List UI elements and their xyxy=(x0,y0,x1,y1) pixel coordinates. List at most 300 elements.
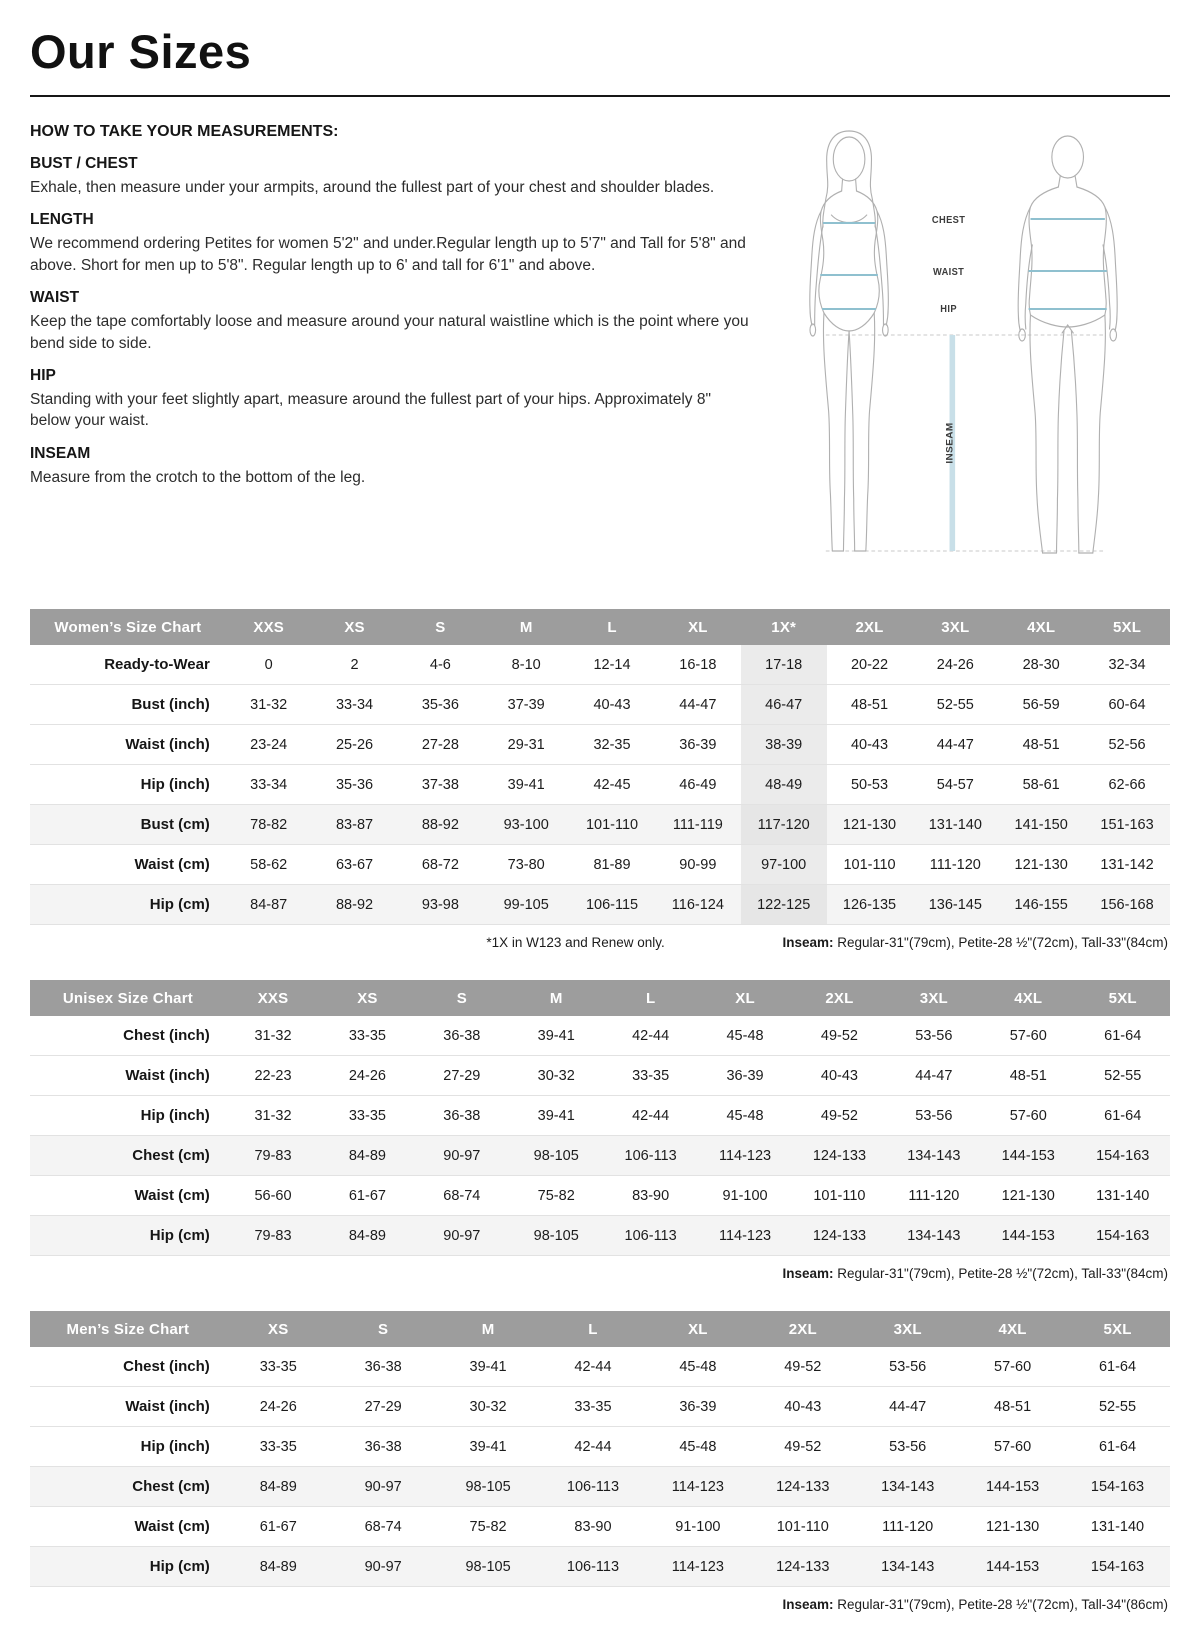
size-cell: 61-64 xyxy=(1065,1347,1170,1387)
body-measurement-figure xyxy=(770,119,1170,579)
inseam-note xyxy=(782,1266,1168,1281)
size-cell: 27-28 xyxy=(397,725,483,765)
size-cell: 154-163 xyxy=(1075,1136,1170,1176)
size-cell: 98-105 xyxy=(436,1547,541,1587)
size-cell: 154-163 xyxy=(1065,1467,1170,1507)
size-cell: 111-120 xyxy=(912,845,998,885)
size-cell: 93-100 xyxy=(483,805,569,845)
size-cell: 52-55 xyxy=(1065,1387,1170,1427)
row-label: Waist (inch) xyxy=(30,725,226,765)
size-cell: 56-59 xyxy=(998,685,1084,725)
row-label: Waist (cm) xyxy=(30,845,226,885)
size-cell: 49-52 xyxy=(750,1427,855,1467)
size-cell: 37-39 xyxy=(483,685,569,725)
size-cell: 101-110 xyxy=(569,805,655,845)
column-header: L xyxy=(569,609,655,645)
size-cell: 111-120 xyxy=(855,1507,960,1547)
size-cell: 75-82 xyxy=(436,1507,541,1547)
size-cell: 28-30 xyxy=(998,645,1084,685)
column-header: L xyxy=(541,1311,646,1347)
size-cell: 90-99 xyxy=(655,845,741,885)
size-cell: 84-89 xyxy=(320,1216,414,1256)
size-cell: 31-32 xyxy=(226,685,312,725)
size-cell: 121-130 xyxy=(998,845,1084,885)
instructions-heading: HOW TO TAKE YOUR MEASUREMENTS: xyxy=(30,123,339,140)
size-cell: 68-74 xyxy=(415,1176,509,1216)
row-label: Hip (cm) xyxy=(30,885,226,925)
column-header: XXS xyxy=(226,980,320,1016)
footnote-1x: *1X in W123 and Renew only. xyxy=(486,935,665,950)
size-cell: 48-49 xyxy=(741,765,827,805)
size-cell: 84-87 xyxy=(226,885,312,925)
measurement-section-title: WAIST xyxy=(30,289,80,307)
size-cell: 98-105 xyxy=(436,1467,541,1507)
size-cell: 30-32 xyxy=(509,1056,603,1096)
column-header: XS xyxy=(320,980,414,1016)
size-cell: 154-163 xyxy=(1065,1547,1170,1587)
measurement-instructions xyxy=(30,119,750,579)
inseam-note-label: Inseam: xyxy=(782,935,834,950)
table-row xyxy=(30,1016,1170,1056)
size-cell: 90-97 xyxy=(331,1547,436,1587)
size-cell: 52-56 xyxy=(1084,725,1170,765)
womens-size-chart-section xyxy=(30,609,1170,950)
measurement-section-inseam xyxy=(30,445,750,488)
column-header: 3XL xyxy=(855,1311,960,1347)
size-cell: 45-48 xyxy=(645,1347,750,1387)
size-cell: 134-143 xyxy=(855,1547,960,1587)
column-header: 3XL xyxy=(887,980,981,1016)
size-cell: 42-44 xyxy=(541,1347,646,1387)
measurement-section-title: HIP xyxy=(30,366,56,384)
size-cell: 40-43 xyxy=(827,725,913,765)
size-cell: 114-123 xyxy=(698,1136,792,1176)
table-row xyxy=(30,1216,1170,1256)
row-label: Hip (cm) xyxy=(30,1216,226,1256)
size-cell: 98-105 xyxy=(509,1216,603,1256)
size-cell: 29-31 xyxy=(483,725,569,765)
size-cell: 39-41 xyxy=(509,1016,603,1056)
measurement-section-title: LENGTH xyxy=(30,211,94,229)
inseam-guide-lines xyxy=(826,335,1105,551)
size-cell: 91-100 xyxy=(698,1176,792,1216)
size-cell: 17-18 xyxy=(741,645,827,685)
size-cell: 144-153 xyxy=(960,1547,1065,1587)
size-cell: 114-123 xyxy=(698,1216,792,1256)
size-cell: 31-32 xyxy=(226,1096,320,1136)
male-figure-illustration xyxy=(1018,136,1117,553)
size-cell: 56-60 xyxy=(226,1176,320,1216)
size-cell: 81-89 xyxy=(569,845,655,885)
size-cell: 141-150 xyxy=(998,805,1084,845)
size-cell: 61-64 xyxy=(1075,1096,1170,1136)
inseam-note-label: Inseam: xyxy=(782,1266,834,1281)
size-cell: 124-133 xyxy=(792,1216,886,1256)
row-label: Waist (cm) xyxy=(30,1176,226,1216)
table-title: Unisex Size Chart xyxy=(30,980,226,1016)
table-row xyxy=(30,1176,1170,1216)
row-label: Waist (inch) xyxy=(30,1056,226,1096)
table-row xyxy=(30,805,1170,845)
size-cell: 20-22 xyxy=(827,645,913,685)
size-cell: 33-35 xyxy=(226,1427,331,1467)
size-cell: 75-82 xyxy=(509,1176,603,1216)
size-cell: 68-74 xyxy=(331,1507,436,1547)
row-label: Chest (inch) xyxy=(30,1016,226,1056)
size-cell: 57-60 xyxy=(981,1016,1075,1056)
size-cell: 124-133 xyxy=(792,1136,886,1176)
size-cell: 146-155 xyxy=(998,885,1084,925)
measurement-section-body: We recommend ordering Petites for women 5'2" and under.Regular length up to 5'7" and Tall for 5'8" and above. Short for men up to 5'8". Regular length up to 6' and tall for 6'1" and above. xyxy=(30,235,746,274)
size-cell: 42-45 xyxy=(569,765,655,805)
size-cell: 117-120 xyxy=(741,805,827,845)
size-cell: 45-48 xyxy=(698,1096,792,1136)
row-label: Bust (inch) xyxy=(30,685,226,725)
size-cell: 36-38 xyxy=(331,1347,436,1387)
size-cell: 44-47 xyxy=(855,1387,960,1427)
column-header: 4XL xyxy=(998,609,1084,645)
size-cell: 151-163 xyxy=(1084,805,1170,845)
column-header: 5XL xyxy=(1075,980,1170,1016)
size-cell: 83-90 xyxy=(603,1176,697,1216)
size-cell: 45-48 xyxy=(698,1016,792,1056)
size-cell: 122-125 xyxy=(741,885,827,925)
size-cell: 38-39 xyxy=(741,725,827,765)
size-cell: 32-35 xyxy=(569,725,655,765)
column-header: XL xyxy=(645,1311,750,1347)
size-cell: 54-57 xyxy=(912,765,998,805)
size-cell: 90-97 xyxy=(331,1467,436,1507)
size-cell: 52-55 xyxy=(1075,1056,1170,1096)
waist-label: WAIST xyxy=(932,266,965,279)
row-label: Bust (cm) xyxy=(30,805,226,845)
size-cell: 131-142 xyxy=(1084,845,1170,885)
size-cell: 49-52 xyxy=(792,1096,886,1136)
size-cell: 144-153 xyxy=(981,1216,1075,1256)
size-cell: 98-105 xyxy=(509,1136,603,1176)
column-header: 2XL xyxy=(827,609,913,645)
size-cell: 35-36 xyxy=(397,685,483,725)
size-cell: 33-35 xyxy=(320,1096,414,1136)
size-cell: 83-90 xyxy=(541,1507,646,1547)
size-cell: 27-29 xyxy=(331,1387,436,1427)
row-label: Hip (inch) xyxy=(30,1427,226,1467)
size-cell: 39-41 xyxy=(509,1096,603,1136)
measurement-section-body: Keep the tape comfortably loose and measure around your natural waistline which is the point where you bend side to side. xyxy=(30,313,749,352)
size-cell: 53-56 xyxy=(855,1347,960,1387)
table-row xyxy=(30,885,1170,925)
size-cell: 106-113 xyxy=(603,1216,697,1256)
size-cell: 131-140 xyxy=(1075,1176,1170,1216)
row-label: Waist (cm) xyxy=(30,1507,226,1547)
size-cell: 36-39 xyxy=(698,1056,792,1096)
size-cell: 61-67 xyxy=(320,1176,414,1216)
size-cell: 31-32 xyxy=(226,1016,320,1056)
size-cell: 42-44 xyxy=(603,1016,697,1056)
size-cell: 84-89 xyxy=(226,1467,331,1507)
column-header: XS xyxy=(226,1311,331,1347)
size-cell: 49-52 xyxy=(792,1016,886,1056)
measurement-section-title: INSEAM xyxy=(30,444,91,462)
womens-chart-footnotes xyxy=(32,935,1168,950)
size-cell: 36-39 xyxy=(645,1387,750,1427)
size-cell: 121-130 xyxy=(981,1176,1075,1216)
size-cell: 40-43 xyxy=(792,1056,886,1096)
size-cell: 50-53 xyxy=(827,765,913,805)
size-cell: 53-56 xyxy=(855,1427,960,1467)
size-cell: 57-60 xyxy=(960,1427,1065,1467)
row-label: Hip (inch) xyxy=(30,1096,226,1136)
table-row xyxy=(30,1347,1170,1387)
size-cell: 121-130 xyxy=(960,1507,1065,1547)
size-cell: 136-145 xyxy=(912,885,998,925)
size-cell: 121-130 xyxy=(827,805,913,845)
column-header: XL xyxy=(698,980,792,1016)
size-cell: 42-44 xyxy=(603,1096,697,1136)
size-cell: 101-110 xyxy=(792,1176,886,1216)
inseam-label: INSEAM xyxy=(944,422,956,464)
table-row xyxy=(30,1096,1170,1136)
size-cell: 68-72 xyxy=(397,845,483,885)
size-cell: 22-23 xyxy=(226,1056,320,1096)
size-cell: 62-66 xyxy=(1084,765,1170,805)
chest-label: CHEST xyxy=(931,214,966,227)
table-row xyxy=(30,685,1170,725)
size-cell: 101-110 xyxy=(750,1507,855,1547)
size-cell: 154-163 xyxy=(1075,1216,1170,1256)
size-cell: 49-52 xyxy=(750,1347,855,1387)
size-cell: 114-123 xyxy=(645,1467,750,1507)
size-cell: 42-44 xyxy=(541,1427,646,1467)
column-header: 5XL xyxy=(1065,1311,1170,1347)
inseam-note-text: Regular-31"(79cm), Petite-28 ½"(72cm), Tall-33"(84cm) xyxy=(833,1266,1168,1281)
column-header: XL xyxy=(655,609,741,645)
size-cell: 106-113 xyxy=(541,1467,646,1507)
size-cell: 33-34 xyxy=(226,765,312,805)
size-cell: 90-97 xyxy=(415,1216,509,1256)
size-cell: 106-115 xyxy=(569,885,655,925)
measurement-section-waist xyxy=(30,289,750,354)
size-cell: 131-140 xyxy=(1065,1507,1170,1547)
size-cell: 111-119 xyxy=(655,805,741,845)
size-cell: 37-38 xyxy=(397,765,483,805)
size-cell: 40-43 xyxy=(569,685,655,725)
size-cell: 48-51 xyxy=(981,1056,1075,1096)
measurement-section-bust xyxy=(30,155,750,198)
column-header: 5XL xyxy=(1084,609,1170,645)
size-cell: 4-6 xyxy=(397,645,483,685)
mens-chart-footnotes xyxy=(32,1597,1168,1612)
row-label: Hip (inch) xyxy=(30,765,226,805)
hip-label: HIP xyxy=(940,303,957,316)
size-cell: 144-153 xyxy=(960,1467,1065,1507)
size-cell: 12-14 xyxy=(569,645,655,685)
size-cell: 124-133 xyxy=(750,1467,855,1507)
measurement-section-body: Exhale, then measure under your armpits, around the fullest part of your chest and shoulder blades. xyxy=(30,179,715,196)
table-row xyxy=(30,645,1170,685)
measurement-section-body: Measure from the crotch to the bottom of the leg. xyxy=(30,468,366,486)
size-cell: 24-26 xyxy=(226,1387,331,1427)
column-header: L xyxy=(603,980,697,1016)
size-cell: 101-110 xyxy=(827,845,913,885)
column-header: S xyxy=(397,609,483,645)
size-cell: 88-92 xyxy=(397,805,483,845)
size-cell: 33-35 xyxy=(541,1387,646,1427)
size-cell: 106-113 xyxy=(603,1136,697,1176)
table-row xyxy=(30,845,1170,885)
table-row xyxy=(30,1056,1170,1096)
size-cell: 116-124 xyxy=(655,885,741,925)
table-title: Women’s Size Chart xyxy=(30,609,226,645)
inseam-note xyxy=(782,1597,1168,1612)
size-cell: 48-51 xyxy=(998,725,1084,765)
measurement-diagram xyxy=(770,119,1170,579)
size-cell: 53-56 xyxy=(887,1016,981,1056)
size-cell: 33-35 xyxy=(603,1056,697,1096)
size-cell: 99-105 xyxy=(483,885,569,925)
size-cell: 134-143 xyxy=(855,1467,960,1507)
column-header: S xyxy=(415,980,509,1016)
size-cell: 156-168 xyxy=(1084,885,1170,925)
size-cell: 124-133 xyxy=(750,1547,855,1587)
size-cell: 0 xyxy=(226,645,312,685)
size-cell: 90-97 xyxy=(415,1136,509,1176)
size-cell: 78-82 xyxy=(226,805,312,845)
size-cell: 79-83 xyxy=(226,1136,320,1176)
size-cell: 24-26 xyxy=(912,645,998,685)
size-cell: 61-64 xyxy=(1075,1016,1170,1056)
size-cell: 24-26 xyxy=(320,1056,414,1096)
size-cell: 25-26 xyxy=(312,725,398,765)
size-cell: 45-48 xyxy=(645,1427,750,1467)
size-cell: 52-55 xyxy=(912,685,998,725)
size-cell: 58-61 xyxy=(998,765,1084,805)
column-header: M xyxy=(483,609,569,645)
size-cell: 23-24 xyxy=(226,725,312,765)
row-label: Hip (cm) xyxy=(30,1547,226,1587)
size-cell: 111-120 xyxy=(887,1176,981,1216)
size-cell: 97-100 xyxy=(741,845,827,885)
size-cell: 134-143 xyxy=(887,1216,981,1256)
size-cell: 48-51 xyxy=(827,685,913,725)
inseam-note xyxy=(782,935,1168,950)
inseam-note-text: Regular-31"(79cm), Petite-28 ½"(72cm), Tall-34"(86cm) xyxy=(833,1597,1168,1612)
table-row xyxy=(30,1467,1170,1507)
size-cell: 39-41 xyxy=(483,765,569,805)
size-cell: 57-60 xyxy=(960,1347,1065,1387)
column-header: M xyxy=(509,980,603,1016)
size-cell: 36-38 xyxy=(415,1096,509,1136)
column-header: 2XL xyxy=(750,1311,855,1347)
size-cell: 58-62 xyxy=(226,845,312,885)
size-cell: 35-36 xyxy=(312,765,398,805)
size-cell: 27-29 xyxy=(415,1056,509,1096)
inseam-note-label: Inseam: xyxy=(782,1597,834,1612)
mens-size-chart xyxy=(30,1311,1170,1587)
size-cell: 134-143 xyxy=(887,1136,981,1176)
row-label: Ready-to-Wear xyxy=(30,645,226,685)
size-cell: 131-140 xyxy=(912,805,998,845)
measurement-section-body: Standing with your feet slightly apart, measure around the fullest part of your hips. Approximately 8" below your waist. xyxy=(30,390,711,430)
measurement-section-hip xyxy=(30,367,750,432)
table-row xyxy=(30,765,1170,805)
column-header: 2XL xyxy=(792,980,886,1016)
size-cell: 126-135 xyxy=(827,885,913,925)
row-label: Waist (inch) xyxy=(30,1387,226,1427)
size-cell: 36-39 xyxy=(655,725,741,765)
size-cell: 39-41 xyxy=(436,1347,541,1387)
size-cell: 36-38 xyxy=(331,1427,436,1467)
table-row xyxy=(30,1387,1170,1427)
size-cell: 88-92 xyxy=(312,885,398,925)
row-label: Chest (inch) xyxy=(30,1347,226,1387)
female-figure-illustration xyxy=(810,131,889,551)
size-cell: 84-89 xyxy=(320,1136,414,1176)
size-cell: 79-83 xyxy=(226,1216,320,1256)
column-header: XS xyxy=(312,609,398,645)
row-label: Chest (cm) xyxy=(30,1467,226,1507)
size-cell: 44-47 xyxy=(655,685,741,725)
size-cell: 61-67 xyxy=(226,1507,331,1547)
column-header: XXS xyxy=(226,609,312,645)
size-cell: 2 xyxy=(312,645,398,685)
unisex-size-chart-section xyxy=(30,980,1170,1281)
size-cell: 8-10 xyxy=(483,645,569,685)
size-cell: 44-47 xyxy=(912,725,998,765)
unisex-chart-footnotes xyxy=(32,1266,1168,1281)
size-cell: 63-67 xyxy=(312,845,398,885)
size-cell: 144-153 xyxy=(981,1136,1075,1176)
size-cell: 114-123 xyxy=(645,1547,750,1587)
size-cell: 83-87 xyxy=(312,805,398,845)
table-title: Men’s Size Chart xyxy=(30,1311,226,1347)
size-cell: 44-47 xyxy=(887,1056,981,1096)
size-cell: 36-38 xyxy=(415,1016,509,1056)
size-cell: 57-60 xyxy=(981,1096,1075,1136)
size-cell: 32-34 xyxy=(1084,645,1170,685)
size-cell: 33-35 xyxy=(226,1347,331,1387)
size-cell: 39-41 xyxy=(436,1427,541,1467)
size-cell: 84-89 xyxy=(226,1547,331,1587)
column-header: S xyxy=(331,1311,436,1347)
row-label: Chest (cm) xyxy=(30,1136,226,1176)
table-row xyxy=(30,1136,1170,1176)
size-cell: 73-80 xyxy=(483,845,569,885)
table-row xyxy=(30,1427,1170,1467)
column-header: M xyxy=(436,1311,541,1347)
size-cell: 46-47 xyxy=(741,685,827,725)
size-cell: 91-100 xyxy=(645,1507,750,1547)
table-row xyxy=(30,725,1170,765)
size-cell: 30-32 xyxy=(436,1387,541,1427)
column-header: 4XL xyxy=(981,980,1075,1016)
size-cell: 46-49 xyxy=(655,765,741,805)
size-cell: 106-113 xyxy=(541,1547,646,1587)
inseam-note-text: Regular-31"(79cm), Petite-28 ½"(72cm), Tall-33"(84cm) xyxy=(833,935,1168,950)
column-header: 4XL xyxy=(960,1311,1065,1347)
measurement-lines xyxy=(820,219,1107,309)
table-row xyxy=(30,1547,1170,1587)
size-cell: 61-64 xyxy=(1065,1427,1170,1467)
size-cell: 16-18 xyxy=(655,645,741,685)
page-title: Our Sizes xyxy=(30,25,252,78)
mens-size-chart-section xyxy=(30,1311,1170,1612)
intro-section xyxy=(30,119,1170,579)
table-row xyxy=(30,1507,1170,1547)
column-header: 3XL xyxy=(912,609,998,645)
size-cell: 93-98 xyxy=(397,885,483,925)
size-cell: 40-43 xyxy=(750,1387,855,1427)
